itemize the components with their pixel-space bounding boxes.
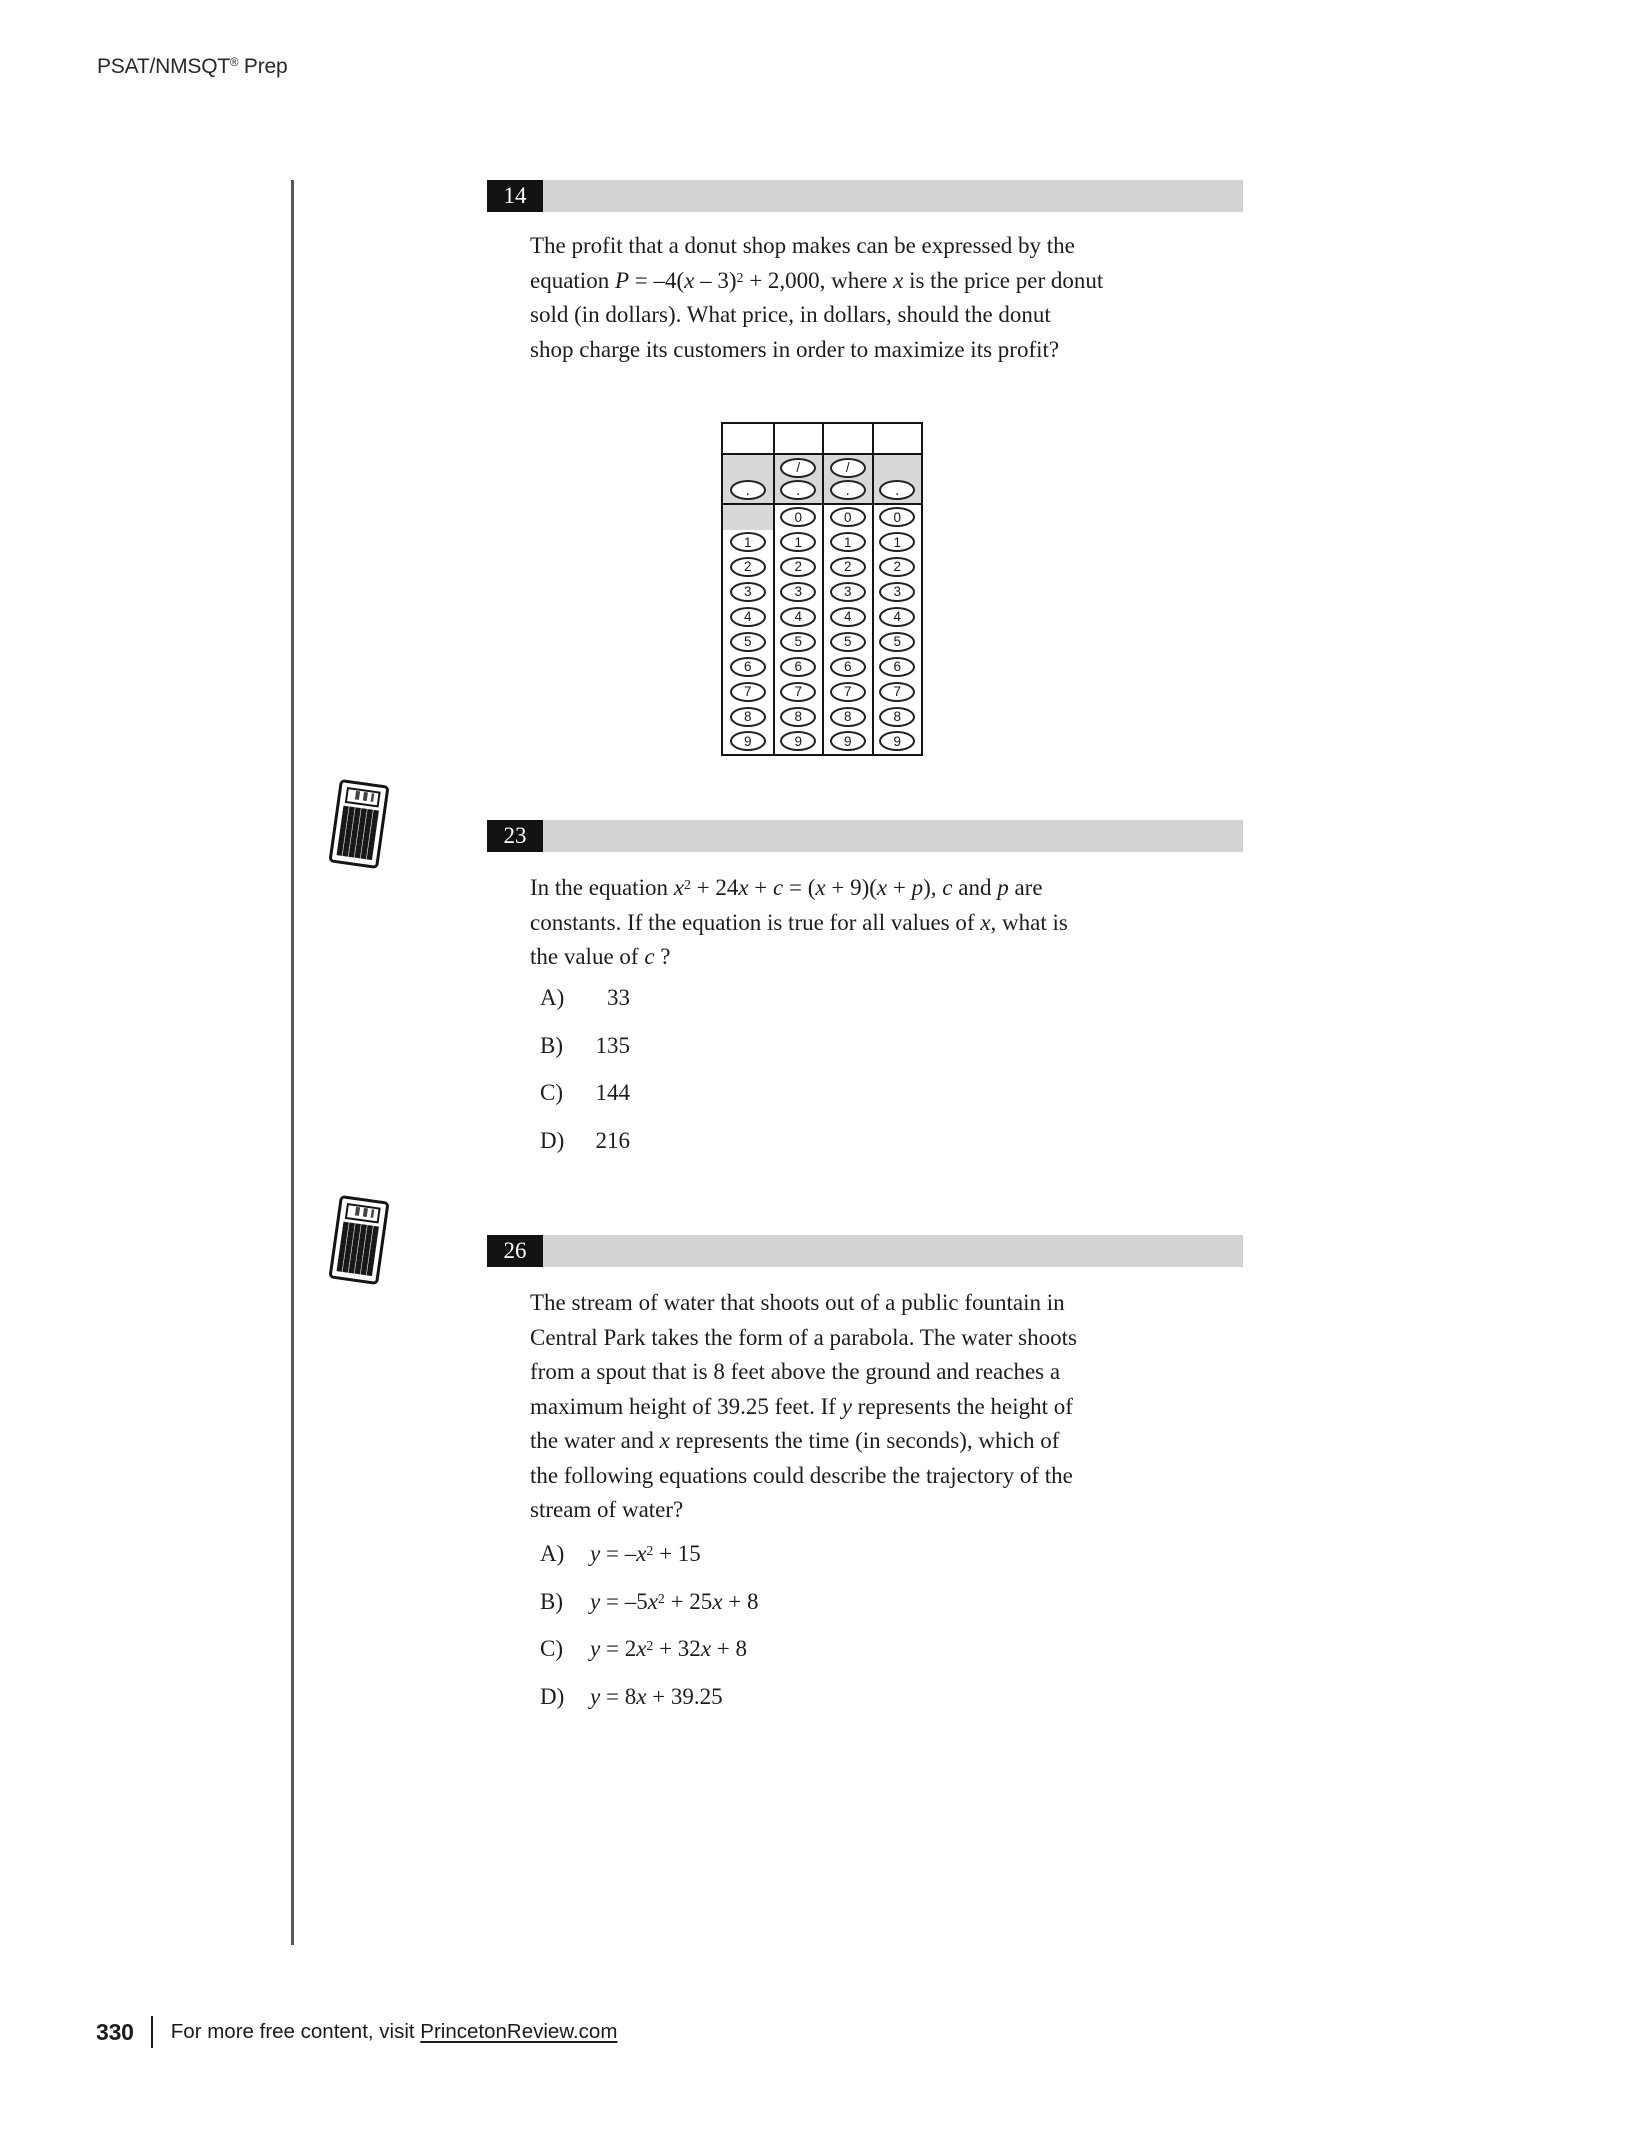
bubble-digit-1[interactable]: 1 [879, 532, 915, 552]
bubble-digit-5[interactable]: 5 [879, 632, 915, 652]
bubble-digit-4[interactable]: 4 [879, 607, 915, 627]
bubble-digit-2[interactable]: 2 [830, 557, 866, 577]
bubble-digit-6[interactable]: 6 [730, 657, 766, 677]
bubble-digit-8[interactable]: 8 [879, 707, 915, 727]
grid-digit-cell [723, 530, 773, 555]
grid-digit-cell [775, 505, 823, 530]
bubble-digit-8[interactable]: 8 [780, 707, 816, 727]
bubble-digit-2[interactable]: 2 [879, 557, 915, 577]
bubble-digit-3[interactable]: 3 [780, 582, 816, 602]
grid-digit-cell [874, 654, 922, 679]
grid-column-4 [872, 424, 922, 754]
choice-value: $y = 2x^2 + 32x + 8$ [590, 1636, 748, 1661]
choice-row[interactable] [540, 1684, 759, 1710]
bubble-digit-0[interactable]: 0 [830, 507, 866, 527]
grid-write-box[interactable] [723, 424, 773, 455]
question-23-choices [540, 985, 630, 1175]
grid-blank-zero-cell [723, 505, 773, 530]
bubble-digit-7[interactable]: 7 [780, 682, 816, 702]
question-23-number-badge: 23 [487, 820, 543, 852]
calculator-keys [336, 806, 379, 861]
choice-letter: B) [540, 1032, 563, 1058]
bubble-digit-1[interactable]: 1 [780, 532, 816, 552]
bubble-digit-1[interactable]: 1 [830, 532, 866, 552]
choice-value: y = 8x + 39.25 [590, 1683, 723, 1709]
grid-digit-cell [723, 555, 773, 580]
grid-in [721, 422, 923, 756]
calculator-keys [336, 1222, 379, 1277]
grid-digit-cell [723, 629, 773, 654]
grid-digit-cell [775, 729, 823, 754]
grid-digit-cell [723, 654, 773, 679]
grid-column-3 [822, 424, 872, 754]
grid-digit-cell [824, 605, 872, 630]
footer-text [171, 2020, 618, 2044]
grid-digit-cell [824, 704, 872, 729]
footer-divider [151, 2016, 153, 2048]
grid-digit-cell [723, 704, 773, 729]
bubble-digit-4[interactable]: 4 [780, 607, 816, 627]
grid-digit-cell [874, 505, 922, 530]
calculator-icon [328, 779, 389, 869]
choice-value: 144 [595, 1080, 630, 1105]
calculator-screen: ▐▌▐▌▐ [345, 787, 381, 808]
grid-digit-cell [874, 555, 922, 580]
question-14-body: The profit that a donut shop makes can be expressed by the equation P = –4(x – 3)$^2$ + 2,000, where x is the price per donut sold (in dollars). What price, in dollars, should the donut shop charge its customers in order to maximize its profit? [530, 233, 1104, 362]
grid-digit-cell [723, 580, 773, 605]
bubble-decimal-point[interactable]: . [879, 480, 915, 500]
question-26-number-badge: 26 [487, 1235, 543, 1267]
bubble-digit-5[interactable]: 5 [730, 632, 766, 652]
choice-letter: A) [540, 985, 565, 1010]
page-number: 330 [96, 2018, 134, 2045]
grid-digit-cell [775, 580, 823, 605]
calculator-screen: ▐▌▐▌▐ [345, 1203, 381, 1224]
bubble-digit-3[interactable]: 3 [730, 582, 766, 602]
choice-value: 33 [607, 985, 630, 1010]
grid-digit-cell [824, 580, 872, 605]
question-23-header-bar [487, 820, 1243, 852]
grid-digit-cell [775, 530, 823, 555]
grid-digit-cell [874, 704, 922, 729]
grid-write-box[interactable] [874, 424, 922, 455]
grid-digit-cell [824, 629, 872, 654]
grid-column-1 [723, 424, 773, 754]
question-14-number-badge: 14 [487, 180, 543, 212]
bubble-digit-0[interactable]: 0 [879, 507, 915, 527]
grid-digit-cell [824, 729, 872, 754]
bubble-digit-6[interactable]: 6 [879, 657, 915, 677]
footer-text-before-link: For more free content, visit [170, 2020, 421, 2043]
bubble-digit-6[interactable]: 6 [830, 657, 866, 677]
bubble-digit-6[interactable]: 6 [780, 657, 816, 677]
grid-digit-cell [824, 530, 872, 555]
grid-digit-cell [775, 629, 823, 654]
bubble-digit-8[interactable]: 8 [830, 707, 866, 727]
grid-punct-cell [775, 455, 823, 505]
grid-digit-cell [824, 679, 872, 704]
calculator-icon [328, 1195, 389, 1285]
grid-punct-cell [824, 455, 872, 505]
bubble-digit-3[interactable]: 3 [879, 582, 915, 602]
grid-column-2 [773, 424, 823, 754]
bubble-fraction-slash[interactable]: / [830, 458, 866, 478]
bubble-digit-2[interactable]: 2 [780, 557, 816, 577]
grid-digit-cell [874, 629, 922, 654]
bubble-digit-9[interactable]: 9 [830, 731, 866, 751]
choice-letter: A) [540, 1541, 565, 1566]
grid-digit-cell [775, 679, 823, 704]
choice-value: $y = -5x^2 + 25x + 8$ [590, 1588, 759, 1614]
bubble-digit-7[interactable]: 7 [730, 682, 766, 702]
bubble-digit-9[interactable]: 9 [780, 731, 816, 751]
grid-digit-cell [874, 580, 922, 605]
bubble-digit-7[interactable]: 7 [879, 682, 915, 702]
choice-row[interactable] [540, 1128, 630, 1154]
bubble-digit-4[interactable]: 4 [830, 607, 866, 627]
bubble-digit-5[interactable]: 5 [780, 632, 816, 652]
choice-letter: C) [540, 1636, 563, 1661]
choice-row[interactable] [540, 1636, 759, 1662]
choice-letter: C) [540, 1080, 563, 1105]
question-26-choices [540, 1541, 759, 1731]
bubble-decimal-point[interactable]: . [780, 480, 816, 500]
grid-digit-cell [723, 605, 773, 630]
grid-digit-cell [874, 530, 922, 555]
question-23-body: In the equation $x^2 + 24x + c = (x + 9)(x + p)$, c and p are constants. If the equation is true for all values of x, what is the value of c ? [530, 875, 1068, 969]
grid-digit-cell [824, 654, 872, 679]
question-14-header-bar [487, 180, 1243, 212]
grid-digit-cell [824, 555, 872, 580]
bubble-digit-9[interactable]: 9 [730, 731, 766, 751]
grid-digit-cell [775, 605, 823, 630]
choice-value: 135 [595, 1032, 630, 1058]
choice-letter: D) [540, 1683, 565, 1709]
grid-digit-cell [723, 679, 773, 704]
choice-row[interactable] [540, 1541, 759, 1567]
page-footer [96, 2012, 617, 2052]
grid-write-box[interactable] [824, 424, 872, 455]
grid-punct-cell [874, 455, 922, 505]
bubble-digit-0[interactable]: 0 [780, 507, 816, 527]
bubble-digit-2[interactable]: 2 [730, 557, 766, 577]
choice-row[interactable] [540, 1033, 630, 1059]
left-margin-rule [291, 180, 294, 1945]
grid-digit-cell [874, 679, 922, 704]
bubble-digit-9[interactable]: 9 [879, 731, 915, 751]
bubble-decimal-point[interactable]: . [830, 480, 866, 500]
grid-write-box[interactable] [775, 424, 823, 455]
bubble-decimal-point[interactable]: . [730, 480, 766, 500]
page-header-brand: PSAT/NMSQT® Prep [97, 55, 288, 78]
choice-letter: D) [540, 1127, 565, 1153]
question-26-header-bar [487, 1235, 1243, 1267]
grid-digit-cell [775, 555, 823, 580]
grid-digit-cell [874, 605, 922, 630]
choice-row[interactable] [540, 985, 630, 1011]
bubble-digit-1[interactable]: 1 [730, 532, 766, 552]
bubble-digit-3[interactable]: 3 [830, 582, 866, 602]
bubble-digit-7[interactable]: 7 [830, 682, 866, 702]
grid-digit-cell [775, 704, 823, 729]
grid-punct-cell [723, 455, 773, 505]
choice-value: 216 [595, 1127, 630, 1153]
choice-row[interactable] [540, 1080, 630, 1106]
choice-row[interactable] [540, 1589, 759, 1615]
question-26-body: The stream of water that shoots out of a public fountain in Central Park takes the form of a parabola. The water shoots from a spout that is 8 feet above the ground and reaches a maximum height of 39.25 feet. If y represents the height of the water and x represents the time (in seconds), which of the following equations could describe the trajectory of the stream of water? [530, 1290, 1077, 1522]
choice-letter: B) [540, 1588, 563, 1614]
choice-value: $y = -x^2 + 15$ [590, 1541, 701, 1566]
bubble-digit-8[interactable]: 8 [730, 707, 766, 727]
footer-link[interactable]: PrincetonReview.com [420, 2020, 618, 2043]
bubble-fraction-slash[interactable]: / [780, 458, 816, 478]
grid-digit-cell [775, 654, 823, 679]
grid-digit-cell [824, 505, 872, 530]
grid-digit-cell [874, 729, 922, 754]
bubble-digit-4[interactable]: 4 [730, 607, 766, 627]
bubble-digit-5[interactable]: 5 [830, 632, 866, 652]
grid-digit-cell [723, 729, 773, 754]
